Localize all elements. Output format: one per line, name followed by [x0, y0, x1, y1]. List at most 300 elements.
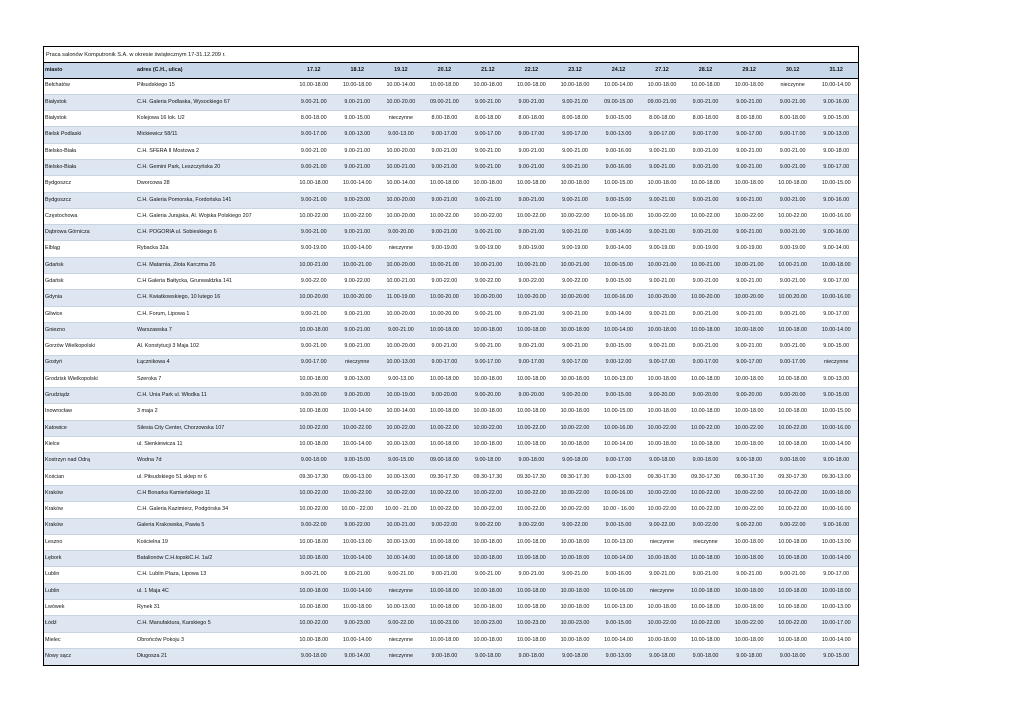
cell-hours: 10.00-15.00 — [814, 404, 858, 420]
cell-hours: 10.00-22.00 — [510, 208, 554, 224]
cell-hours: 9.00-21.00 — [510, 339, 554, 355]
cell-hours: 9.00-21.00 — [727, 143, 771, 159]
cell-hours: 10.00-13.00 — [379, 437, 423, 453]
cell-hours: 10.00-18.00 — [727, 404, 771, 420]
table-row — [44, 616, 858, 632]
table-row — [44, 518, 858, 534]
cell-hours: 10.00-20.00 — [466, 290, 510, 306]
cell-hours: 10.00-18.00 — [466, 534, 510, 550]
cell-hours: 9.00-17.00 — [771, 127, 815, 143]
cell-hours: 10.00-14.00 — [336, 176, 380, 192]
cell-hours: 9.00-20.00 — [379, 225, 423, 241]
cell-hours: 10.00-14.00 — [597, 322, 641, 338]
cell-hours: 10.00-14.00 — [814, 437, 858, 453]
cell-hours: 10.00-14.00 — [597, 551, 641, 567]
table-row — [44, 371, 858, 387]
cell-hours: 9.00-21.00 — [423, 567, 467, 583]
cell-hours: 10.00-18.00 — [553, 371, 597, 387]
schedule-sheet — [43, 46, 859, 666]
header-date: 24.12 — [597, 63, 641, 78]
cell-hours: 10.00-18.00 — [771, 437, 815, 453]
cell-hours: 9.00-21.00 — [727, 159, 771, 175]
cell-hours: 10.00-18.00 — [727, 583, 771, 599]
cell-hours: 9.00-22.00 — [292, 274, 336, 290]
table-row — [44, 241, 858, 257]
cell-hours: 09.00-18.00 — [423, 453, 467, 469]
cell-hours: 9.00-14.00 — [814, 241, 858, 257]
cell-hours: 9.00-21.00 — [771, 192, 815, 208]
cell-city: Bydgoszcz — [44, 176, 136, 192]
cell-hours: 9.00-21.00 — [771, 143, 815, 159]
cell-hours: 9.00-22.00 — [379, 616, 423, 632]
cell-hours: 9.00-13.00 — [597, 469, 641, 485]
cell-hours: 9.00-21.00 — [553, 567, 597, 583]
cell-city: Mielec — [44, 632, 136, 648]
cell-hours: 09.30-17.30 — [684, 469, 728, 485]
cell-hours: 9.00-21.00 — [553, 192, 597, 208]
cell-city: Katowice — [44, 420, 136, 436]
cell-hours: 10.00-15.00 — [814, 176, 858, 192]
cell-hours: 10.00-22.00 — [423, 485, 467, 501]
cell-hours: 10.00-21.00 — [553, 257, 597, 273]
table-row — [44, 600, 858, 616]
cell-hours: 10.00-16.00 — [814, 290, 858, 306]
cell-city: Lwówek — [44, 600, 136, 616]
cell-hours: 10.00-18.00 — [727, 437, 771, 453]
cell-hours: 10.00-14.00 — [379, 78, 423, 94]
cell-hours: 10.00-14.00 — [379, 551, 423, 567]
cell-address: Silesia City Center, Chorzowska 107 — [136, 420, 292, 436]
cell-hours: 10.00-18.00 — [640, 437, 684, 453]
header-date: 22.12 — [510, 63, 554, 78]
cell-hours: 9.00-21.00 — [771, 567, 815, 583]
cell-hours: 10.00-21.00 — [423, 257, 467, 273]
cell-hours: 10.00-13.00 — [597, 371, 641, 387]
cell-hours: 10.00-18.00 — [510, 78, 554, 94]
cell-city: Grudziądz — [44, 388, 136, 404]
cell-hours: 9.00-21.00 — [684, 94, 728, 110]
cell-hours: 10.00-22.00 — [640, 420, 684, 436]
table-row — [44, 176, 858, 192]
cell-hours: 10.00.20.00 — [771, 290, 815, 306]
cell-hours: 9.00-19.00 — [640, 241, 684, 257]
header-date: 21.12 — [466, 63, 510, 78]
cell-hours: 9.00-21.00 — [640, 143, 684, 159]
cell-hours: 9.00-22.00 — [466, 274, 510, 290]
cell-hours: 10.00-22.00 — [771, 616, 815, 632]
table-row — [44, 225, 858, 241]
cell-hours: 9.00-13.00 — [336, 371, 380, 387]
cell-hours: 10.00-18.00 — [814, 583, 858, 599]
cell-hours: 9.00-13.00 — [379, 127, 423, 143]
cell-hours: 10.00-20.00 — [423, 306, 467, 322]
cell-address: C.H. Galeria Pomorska, Fordońska 141 — [136, 192, 292, 208]
table-row — [44, 94, 858, 110]
table-row — [44, 632, 858, 648]
cell-hours: 10.00-18.00 — [727, 78, 771, 94]
cell-hours: 10.00-18.00 — [771, 600, 815, 616]
cell-hours: 8.00-18.00 — [423, 111, 467, 127]
cell-hours: 10.00-18.00 — [553, 437, 597, 453]
cell-city: Kielce — [44, 437, 136, 453]
cell-hours: 10.00-18.00 — [510, 437, 554, 453]
cell-hours: nieczynne — [379, 111, 423, 127]
cell-hours: 10.00-18.00 — [771, 632, 815, 648]
cell-hours: 9.00-21.00 — [727, 306, 771, 322]
cell-hours: 9.00-17.00 — [640, 127, 684, 143]
cell-hours: 10.00-15.00 — [597, 404, 641, 420]
cell-hours: 9.00-21.00 — [553, 225, 597, 241]
cell-hours: 10.00-18.00 — [292, 632, 336, 648]
cell-hours: 9.00-22.00 — [727, 518, 771, 534]
cell-hours: 9.00-21.00 — [727, 94, 771, 110]
cell-hours: 10.00-13.00 — [597, 600, 641, 616]
cell-hours: 10.00-18.00 — [771, 534, 815, 550]
header-address: adres (C.H., ulica) — [136, 63, 292, 78]
cell-hours: 9.00-21.00 — [727, 339, 771, 355]
cell-hours: 9.00-18.00 — [684, 648, 728, 664]
cell-city: Gdańsk — [44, 274, 136, 290]
cell-hours: 10.00-13.00 — [597, 534, 641, 550]
cell-hours: 10.00-18.00 — [727, 534, 771, 550]
cell-hours: 10.00-18.00 — [423, 371, 467, 387]
cell-hours: 9.00-22.00 — [684, 518, 728, 534]
cell-hours: 9.00-15.00 — [597, 388, 641, 404]
cell-city: Bielsk Podlaski — [44, 127, 136, 143]
cell-hours: 9.00-17.00 — [510, 127, 554, 143]
cell-hours: 10.00-22.00 — [727, 502, 771, 518]
cell-hours: 10.00-20.00 — [684, 290, 728, 306]
table-row — [44, 257, 858, 273]
cell-hours: 9.00-21.00 — [640, 225, 684, 241]
cell-hours: 10.00-22.00 — [727, 420, 771, 436]
cell-hours: 9.00-22.00 — [423, 274, 467, 290]
cell-hours: 10.00-22.00 — [771, 208, 815, 224]
cell-hours: 10.00-15.00 — [597, 176, 641, 192]
cell-address: Obrońców Pokoju 3 — [136, 632, 292, 648]
cell-address: C.H. Matarnia, Złota Karczma 26 — [136, 257, 292, 273]
cell-hours: 10.00-18.00 — [466, 78, 510, 94]
cell-hours: 10.00-18.00 — [684, 78, 728, 94]
cell-hours: 09.30-13.00 — [814, 469, 858, 485]
cell-hours: 10.00-22.00 — [727, 616, 771, 632]
cell-hours: 10.00-21.00 — [727, 257, 771, 273]
cell-hours: 10.00-21.00 — [379, 518, 423, 534]
cell-address: Batalionów C.H.łopskiC.H. 1a/2 — [136, 551, 292, 567]
cell-city: Kostrzyn nad Odrą — [44, 453, 136, 469]
cell-city: Częstochowa — [44, 208, 136, 224]
cell-hours: 9.00-21.00 — [553, 159, 597, 175]
cell-hours: 10.00-18.00 — [466, 551, 510, 567]
cell-hours: 10.00-13.00 — [814, 534, 858, 550]
cell-hours: 9.00-21.00 — [684, 225, 728, 241]
cell-address: Mickiewicz 58/11 — [136, 127, 292, 143]
cell-hours: nieczynne — [379, 583, 423, 599]
cell-hours: 9.00-13.00 — [814, 371, 858, 387]
cell-hours: 10.00-18.00 — [466, 583, 510, 599]
cell-hours: 9.00-17.00 — [466, 127, 510, 143]
cell-hours: 10.00-16.00 — [597, 208, 641, 224]
cell-hours: 10.00-20.00 — [423, 290, 467, 306]
cell-hours: 10.00-18.00 — [553, 583, 597, 599]
cell-hours: 10.00-18.00 — [640, 176, 684, 192]
cell-hours: 9.00-22.00 — [466, 518, 510, 534]
cell-hours: 10.00-18.00 — [553, 534, 597, 550]
cell-hours: 9.00-17.00 — [771, 355, 815, 371]
cell-hours: 10.00-18.00 — [814, 257, 858, 273]
cell-hours: 9.00-21.00 — [727, 225, 771, 241]
cell-address: Al. Konstytucji 3 Maja 102 — [136, 339, 292, 355]
cell-hours: 10.00-23.00 — [510, 616, 554, 632]
cell-hours: 10.00-18.00 — [292, 583, 336, 599]
cell-hours: 10.00-18.00 — [553, 632, 597, 648]
cell-hours: 9.00-21.00 — [684, 306, 728, 322]
cell-city: Białystok — [44, 111, 136, 127]
cell-hours: 9.00-21.00 — [510, 567, 554, 583]
cell-hours: 10.00-19.00 — [379, 388, 423, 404]
cell-hours: 10.00-14.00 — [336, 241, 380, 257]
cell-hours: 8.00-18.00 — [510, 111, 554, 127]
cell-hours: 10.00-21.00 — [466, 257, 510, 273]
cell-hours: 9.00-18.00 — [423, 648, 467, 664]
table-row — [44, 648, 858, 664]
cell-hours: 10.00-18.00 — [510, 600, 554, 616]
cell-hours: 9.00-21.00 — [292, 567, 336, 583]
cell-hours: 09.30-17.30 — [640, 469, 684, 485]
cell-hours: 9.00-17.00 — [814, 159, 858, 175]
cell-hours: 9.00-21.00 — [423, 159, 467, 175]
cell-hours: 9.00-15.00 — [597, 339, 641, 355]
cell-hours: 9.00-17.00 — [292, 355, 336, 371]
cell-hours: 9.00-21.00 — [292, 192, 336, 208]
cell-hours: 9.00-19.00 — [727, 241, 771, 257]
cell-hours: 10.00-17.00 — [814, 616, 858, 632]
cell-hours: 9.00-21.00 — [640, 274, 684, 290]
cell-address: C.H. Lublin Plaza, Lipowa 13 — [136, 567, 292, 583]
cell-hours: 10.00-18.00 — [466, 404, 510, 420]
cell-hours: 09.30-17.30 — [510, 469, 554, 485]
cell-hours: nieczynne — [640, 583, 684, 599]
cell-hours: 9.00-14.00 — [597, 225, 641, 241]
cell-hours: 10.00-18.00 — [684, 551, 728, 567]
cell-hours: 9.00-18.00 — [466, 453, 510, 469]
cell-hours: 10.00-18.00 — [684, 371, 728, 387]
cell-hours: 10.00-18.00 — [466, 371, 510, 387]
cell-hours: 10.00-18.00 — [466, 437, 510, 453]
cell-hours: 10.00-13.00 — [379, 469, 423, 485]
cell-hours: 10.00-18.00 — [553, 78, 597, 94]
cell-hours: 9.00-18.00 — [640, 648, 684, 664]
cell-hours: 9.00-21.00 — [292, 143, 336, 159]
cell-hours: 10.00-18.00 — [510, 551, 554, 567]
cell-hours: nieczynne — [379, 648, 423, 664]
cell-city: Kraków — [44, 518, 136, 534]
cell-hours: 10.00-18.00 — [553, 176, 597, 192]
cell-hours: 9.00-18.00 — [814, 143, 858, 159]
cell-city: Lębork — [44, 551, 136, 567]
cell-hours: 9.00-20.00 — [553, 388, 597, 404]
cell-hours: 10.00-13.00 — [379, 355, 423, 371]
cell-hours: 10.00-21.00 — [771, 257, 815, 273]
cell-hours: 10.00-18.00 — [727, 551, 771, 567]
cell-address: 3 maja 2 — [136, 404, 292, 420]
cell-hours: 10.00-22.00 — [336, 208, 380, 224]
cell-hours: 10.00 - 22.00 — [336, 502, 380, 518]
cell-hours: 9.00-21.00 — [336, 143, 380, 159]
cell-hours: 10.00-18.00 — [771, 371, 815, 387]
header-date: 30.12 — [771, 63, 815, 78]
cell-hours: 10.00-18.00 — [684, 437, 728, 453]
cell-hours: 9.00-22.00 — [336, 518, 380, 534]
cell-hours: 10.00-18.00 — [771, 404, 815, 420]
cell-hours: nieczynne — [684, 534, 728, 550]
header-date: 19.12 — [379, 63, 423, 78]
cell-hours: 10.00-22.00 — [292, 208, 336, 224]
table-row — [44, 355, 858, 371]
cell-hours: 9.00-19.00 — [684, 241, 728, 257]
cell-hours: 9.00-21.00 — [771, 306, 815, 322]
header-date: 20.12 — [423, 63, 467, 78]
cell-hours: 9.00-18.00 — [510, 453, 554, 469]
cell-hours: 9.00-16.00 — [597, 143, 641, 159]
cell-hours: 9.00-21.00 — [466, 94, 510, 110]
cell-hours: 10.00-18.00 — [292, 371, 336, 387]
cell-hours: 9.00-13.00 — [597, 648, 641, 664]
cell-hours: 9.00-17.00 — [466, 355, 510, 371]
cell-hours: 09.00-13.00 — [336, 469, 380, 485]
cell-hours: 9.00-17.00 — [814, 274, 858, 290]
cell-hours: 10.00-22.00 — [771, 420, 815, 436]
cell-hours: 10.00-18.00 — [640, 322, 684, 338]
cell-hours: 10.00-23.00 — [466, 616, 510, 632]
cell-address: Kolejowa 16 lok. U2 — [136, 111, 292, 127]
table-row — [44, 306, 858, 322]
cell-hours: 10.00-22.00 — [684, 208, 728, 224]
cell-hours: 10.00-18.00 — [727, 371, 771, 387]
cell-hours: 10.00-14.00 — [814, 322, 858, 338]
cell-hours: 9.00-17.00 — [814, 567, 858, 583]
cell-hours: 10.00-16.00 — [597, 485, 641, 501]
cell-hours: 10.00-16.00 — [814, 502, 858, 518]
cell-hours: 9.00-15.00 — [336, 453, 380, 469]
cell-hours: 8.00-18.00 — [771, 111, 815, 127]
cell-hours: 9.00-21.00 — [292, 94, 336, 110]
cell-hours: 10.00-20.00 — [727, 290, 771, 306]
cell-city: Kraków — [44, 502, 136, 518]
cell-hours: 10.00-18.00 — [292, 404, 336, 420]
cell-hours: 10.00-20.00 — [379, 339, 423, 355]
cell-hours: 9.00-22.00 — [336, 274, 380, 290]
cell-hours: 9.00-21.00 — [466, 192, 510, 208]
table-row — [44, 339, 858, 355]
cell-hours: 10.00-21.00 — [640, 257, 684, 273]
cell-hours: 9.00-18.00 — [553, 648, 597, 664]
cell-hours: 9.00-21.00 — [510, 192, 554, 208]
cell-city: Kraków — [44, 485, 136, 501]
cell-hours: 10.00-18.00 — [684, 176, 728, 192]
cell-hours: 10.00-21.00 — [336, 257, 380, 273]
header-date: 29.12 — [727, 63, 771, 78]
cell-hours: 8.00-18.00 — [684, 111, 728, 127]
cell-hours: 10.00-22.00 — [640, 502, 684, 518]
cell-hours: 9.00-20.00 — [466, 388, 510, 404]
header-date: 31.12 — [814, 63, 858, 78]
cell-hours: 09.30-17.30 — [423, 469, 467, 485]
cell-hours: 9.00-21.00 — [771, 159, 815, 175]
cell-city: Bydgoszcz — [44, 192, 136, 208]
cell-hours: 9.00-17.00 — [814, 306, 858, 322]
cell-hours: 9.00-21.00 — [292, 225, 336, 241]
cell-address: C.H. Kwiatkowskiego, 10 lutego 16 — [136, 290, 292, 306]
cell-hours: 9.00-18.00 — [292, 453, 336, 469]
cell-hours: 9.00-21.00 — [466, 225, 510, 241]
cell-hours: 10.00-22.00 — [640, 616, 684, 632]
cell-hours: 10.00-18.00 — [510, 322, 554, 338]
cell-hours: 10.00-22.00 — [684, 616, 728, 632]
cell-hours: 9.00-21.00 — [510, 306, 554, 322]
cell-hours: 10.00-22.00 — [553, 208, 597, 224]
cell-hours: 10.00-18.00 — [292, 534, 336, 550]
table-row — [44, 111, 858, 127]
cell-hours: 10.00-16.00 — [814, 420, 858, 436]
header-city: miasto — [44, 63, 136, 78]
cell-hours: 9.00-18.00 — [292, 648, 336, 664]
cell-hours: 9.00-18.00 — [684, 453, 728, 469]
cell-address: ul. 1 Maja 4C — [136, 583, 292, 599]
cell-hours: 09.00-21.00 — [640, 94, 684, 110]
cell-city: Lublin — [44, 567, 136, 583]
table-row — [44, 290, 858, 306]
cell-city: Dąbrowa Górnicza — [44, 225, 136, 241]
cell-hours: 9.00-21.00 — [336, 306, 380, 322]
cell-hours: 9.00-15.00 — [814, 388, 858, 404]
cell-hours: 10.00-13.00 — [336, 534, 380, 550]
cell-hours: 9.00-21.00 — [640, 567, 684, 583]
cell-hours: 9.00-18.00 — [771, 453, 815, 469]
cell-hours: 10.00-18.00 — [553, 600, 597, 616]
cell-hours: 9.00-17.00 — [640, 355, 684, 371]
cell-city: Gorzów Wielkopolski — [44, 339, 136, 355]
cell-hours: 9.00-23.00 — [336, 616, 380, 632]
cell-hours: 9.00-21.00 — [466, 159, 510, 175]
cell-hours: 9.00-18.00 — [553, 453, 597, 469]
cell-hours: 9.00-17.00 — [510, 355, 554, 371]
cell-hours: 10.00-18.00 — [553, 322, 597, 338]
cell-hours: 09.00-15.00 — [597, 94, 641, 110]
cell-hours: 10.00-18.00 — [292, 437, 336, 453]
cell-hours: 10.00-18.00 — [336, 78, 380, 94]
cell-hours: 10.00-22.00 — [553, 485, 597, 501]
cell-hours: 9.00-18.00 — [510, 648, 554, 664]
cell-hours: 10.00-18.00 — [510, 632, 554, 648]
cell-hours: 10.00-23.00 — [553, 616, 597, 632]
cell-hours: 9.00-14.00 — [597, 241, 641, 257]
cell-hours: 9.00-21.00 — [423, 192, 467, 208]
cell-hours: 10.00-18.00 — [510, 583, 554, 599]
cell-hours: 10.00-22.00 — [510, 485, 554, 501]
cell-hours: 9.00-21.00 — [771, 225, 815, 241]
table-row — [44, 420, 858, 436]
cell-city: Lublin — [44, 583, 136, 599]
cell-hours: 9.00-21.00 — [553, 306, 597, 322]
table-row — [44, 567, 858, 583]
table-row — [44, 159, 858, 175]
cell-hours: 9.00-13.00 — [597, 127, 641, 143]
cell-hours: 9.00-21.00 — [727, 274, 771, 290]
table-row — [44, 274, 858, 290]
cell-address: Rybacka 32a — [136, 241, 292, 257]
cell-hours: 10.00 - 16.00 — [597, 502, 641, 518]
